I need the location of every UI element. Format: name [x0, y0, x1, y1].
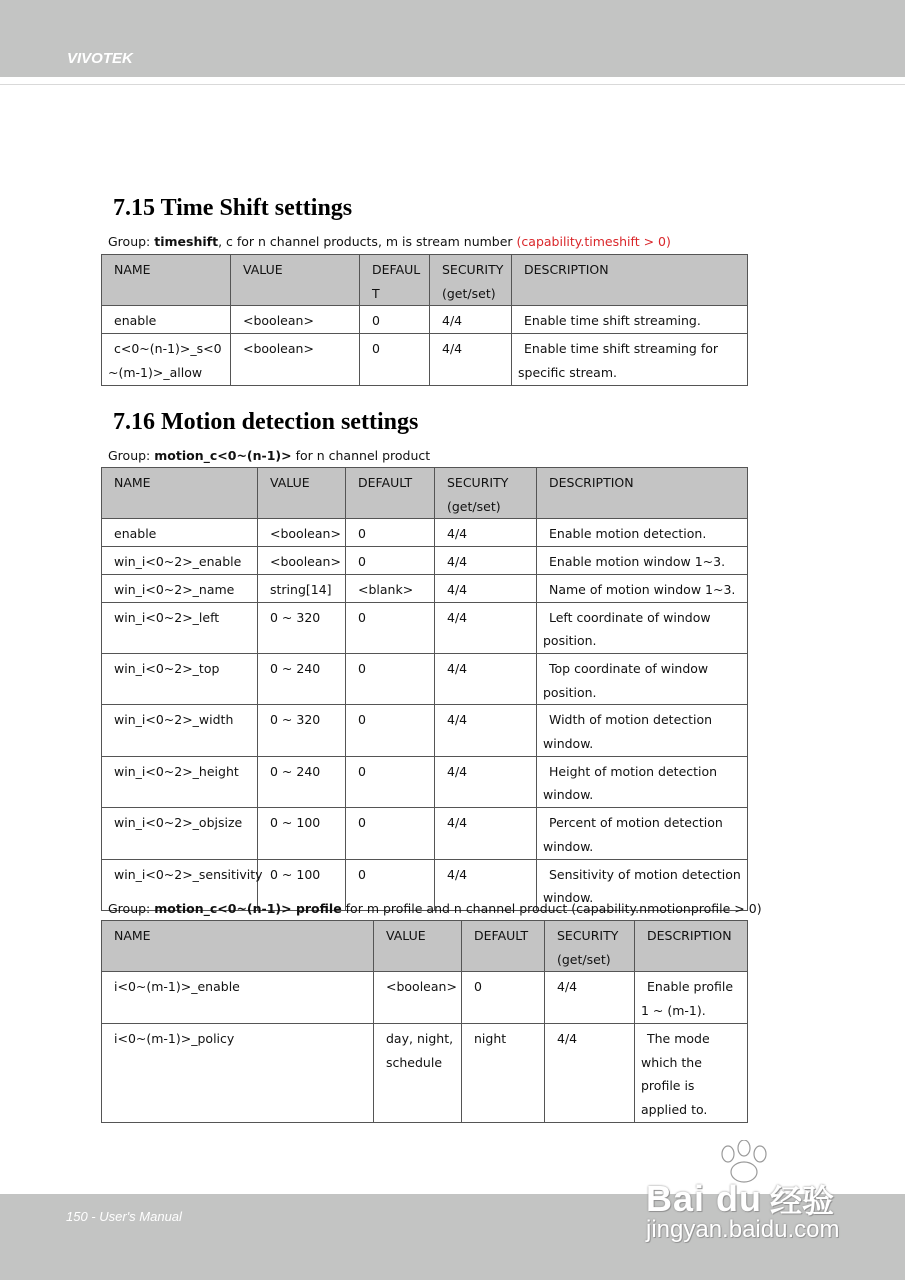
cell-description: Enable profile 1 ~ (m-1).: [635, 972, 748, 1023]
cell-value: day, night, schedule: [374, 1023, 462, 1122]
cell-description: Percent of motion detection window.: [537, 808, 748, 859]
cell-name: win_i<0~2>_sensitivity: [102, 859, 258, 910]
table-row: [102, 602, 748, 653]
cell-security: 4/4: [430, 334, 512, 385]
cell-description: Top coordinate of window position.: [537, 653, 748, 704]
cell-name: i<0~(m-1)>_enable: [102, 972, 374, 1023]
cell-description: Enable motion window 1~3.: [537, 547, 748, 575]
watermark-cn-text: 经验: [770, 1182, 835, 1220]
cell-security: 4/4: [435, 547, 537, 575]
group-name: motion_c<0~(n-1)>: [154, 448, 292, 463]
cell-security: 4/4: [435, 808, 537, 859]
group-name: timeshift: [154, 234, 219, 249]
cell-name: enable: [102, 306, 231, 334]
cell-description: Height of motion detection window.: [537, 756, 748, 807]
header-name: NAME: [102, 255, 231, 306]
cell-security: 4/4: [430, 306, 512, 334]
cell-name: win_i<0~2>_left: [102, 602, 258, 653]
table-row: [102, 808, 748, 859]
motion-group-line: Group: motion_c<0~(n-1)> for n channel product: [108, 448, 431, 463]
table-row: [102, 574, 748, 602]
cell-security: 4/4: [435, 705, 537, 756]
header-default: DEFAULT: [462, 921, 545, 972]
cell-default: night: [462, 1023, 545, 1122]
cell-name: win_i<0~2>_name: [102, 574, 258, 602]
cell-default: 0: [346, 859, 435, 910]
timeshift-group-line: Group: timeshift, c for n channel products, m is stream number (capability.timeshift > 0): [108, 234, 671, 249]
table-row: [102, 334, 748, 385]
cell-default: 0: [346, 547, 435, 575]
cell-value: 0 ~ 100: [258, 808, 346, 859]
cell-description: The mode which the profile is applied to.: [635, 1023, 748, 1122]
cell-security: 4/4: [435, 859, 537, 910]
table-row: [102, 547, 748, 575]
table-header-row: [102, 468, 748, 519]
header-description: DESCRIPTION: [635, 921, 748, 972]
cell-value: <boolean>: [258, 519, 346, 547]
cell-default: 0: [346, 705, 435, 756]
cell-description: Width of motion detection window.: [537, 705, 748, 756]
cell-security: 4/4: [435, 653, 537, 704]
cell-default: 0: [360, 334, 430, 385]
cell-security: 4/4: [435, 574, 537, 602]
cell-name: win_i<0~2>_top: [102, 653, 258, 704]
cell-security: 4/4: [545, 1023, 635, 1122]
cell-name: win_i<0~2>_enable: [102, 547, 258, 575]
capability-condition: (capability.timeshift > 0): [516, 234, 671, 249]
cell-default: <blank>: [346, 574, 435, 602]
cell-value: <boolean>: [231, 334, 360, 385]
table-header-row: [102, 255, 748, 306]
cell-value: string[14]: [258, 574, 346, 602]
cell-description: Sensitivity of motion detection window.: [537, 859, 748, 910]
cell-default: 0: [346, 808, 435, 859]
cell-description: Enable time shift streaming for specific stream.: [512, 334, 748, 385]
motion-profile-group-line: Group: motion_c<0~(n-1)> profile for m profile and n channel product (capability.nmotionprofile > 0): [108, 901, 762, 916]
section-title-7-16: 7.16 Motion detection settings: [113, 409, 419, 435]
table-row: [102, 756, 748, 807]
header-default: DEFAULT: [346, 468, 435, 519]
header-name: NAME: [102, 468, 258, 519]
table-row: [102, 972, 748, 1023]
motion-table: [101, 467, 748, 911]
page-header: [0, 0, 905, 77]
cell-value: 0 ~ 100: [258, 859, 346, 910]
header-description: DESCRIPTION: [512, 255, 748, 306]
header-value: VALUE: [231, 255, 360, 306]
page-number-label: 150 - User's Manual: [66, 1209, 182, 1224]
table-row: [102, 1023, 748, 1122]
cell-name: win_i<0~2>_width: [102, 705, 258, 756]
cell-default: 0: [360, 306, 430, 334]
cell-value: 0 ~ 240: [258, 653, 346, 704]
cell-name: win_i<0~2>_height: [102, 756, 258, 807]
cell-name: i<0~(m-1)>_policy: [102, 1023, 374, 1122]
cell-default: 0: [346, 602, 435, 653]
baidu-watermark: [640, 1140, 870, 1250]
watermark-url: jingyan.baidu.com: [646, 1216, 840, 1243]
cell-description: Left coordinate of window position.: [537, 602, 748, 653]
cell-security: 4/4: [435, 602, 537, 653]
header-security: SECURITY (get/set): [435, 468, 537, 519]
cell-security: 4/4: [435, 756, 537, 807]
cell-value: 0 ~ 240: [258, 756, 346, 807]
cell-value: 0 ~ 320: [258, 705, 346, 756]
header-divider: [0, 84, 905, 85]
cell-default: 0: [346, 519, 435, 547]
cell-default: 0: [346, 756, 435, 807]
cell-name: enable: [102, 519, 258, 547]
cell-default: 0: [346, 653, 435, 704]
header-security: SECURITY (get/set): [545, 921, 635, 972]
brand-logo-text: VIVOTEK: [67, 50, 133, 67]
timeshift-table: [101, 254, 748, 386]
table-row: [102, 306, 748, 334]
table-row: [102, 519, 748, 547]
cell-description: Enable motion detection.: [537, 519, 748, 547]
header-security: SECURITY (get/set): [430, 255, 512, 306]
cell-value: <boolean>: [258, 547, 346, 575]
section-title-7-15: 7.15 Time Shift settings: [113, 195, 353, 221]
table-row: [102, 705, 748, 756]
cell-value: <boolean>: [231, 306, 360, 334]
header-default: DEFAUL T: [360, 255, 430, 306]
cell-security: 4/4: [545, 972, 635, 1023]
header-name: NAME: [102, 921, 374, 972]
header-value: VALUE: [374, 921, 462, 972]
table-row: [102, 653, 748, 704]
motion-profile-table: [101, 920, 748, 1123]
cell-value: 0 ~ 320: [258, 602, 346, 653]
cell-description: Enable time shift streaming.: [512, 306, 748, 334]
cell-security: 4/4: [435, 519, 537, 547]
header-description: DESCRIPTION: [537, 468, 748, 519]
header-value: VALUE: [258, 468, 346, 519]
cell-name: c<0~(n-1)>_s<0 ~(m-1)>_allow: [102, 334, 231, 385]
cell-description: Name of motion window 1~3.: [537, 574, 748, 602]
cell-default: 0: [462, 972, 545, 1023]
table-header-row: [102, 921, 748, 972]
watermark-logo-text: Bai du: [646, 1178, 763, 1219]
cell-value: <boolean>: [374, 972, 462, 1023]
group-name: motion_c<0~(n-1)> profile: [154, 901, 342, 916]
cell-name: win_i<0~2>_objsize: [102, 808, 258, 859]
